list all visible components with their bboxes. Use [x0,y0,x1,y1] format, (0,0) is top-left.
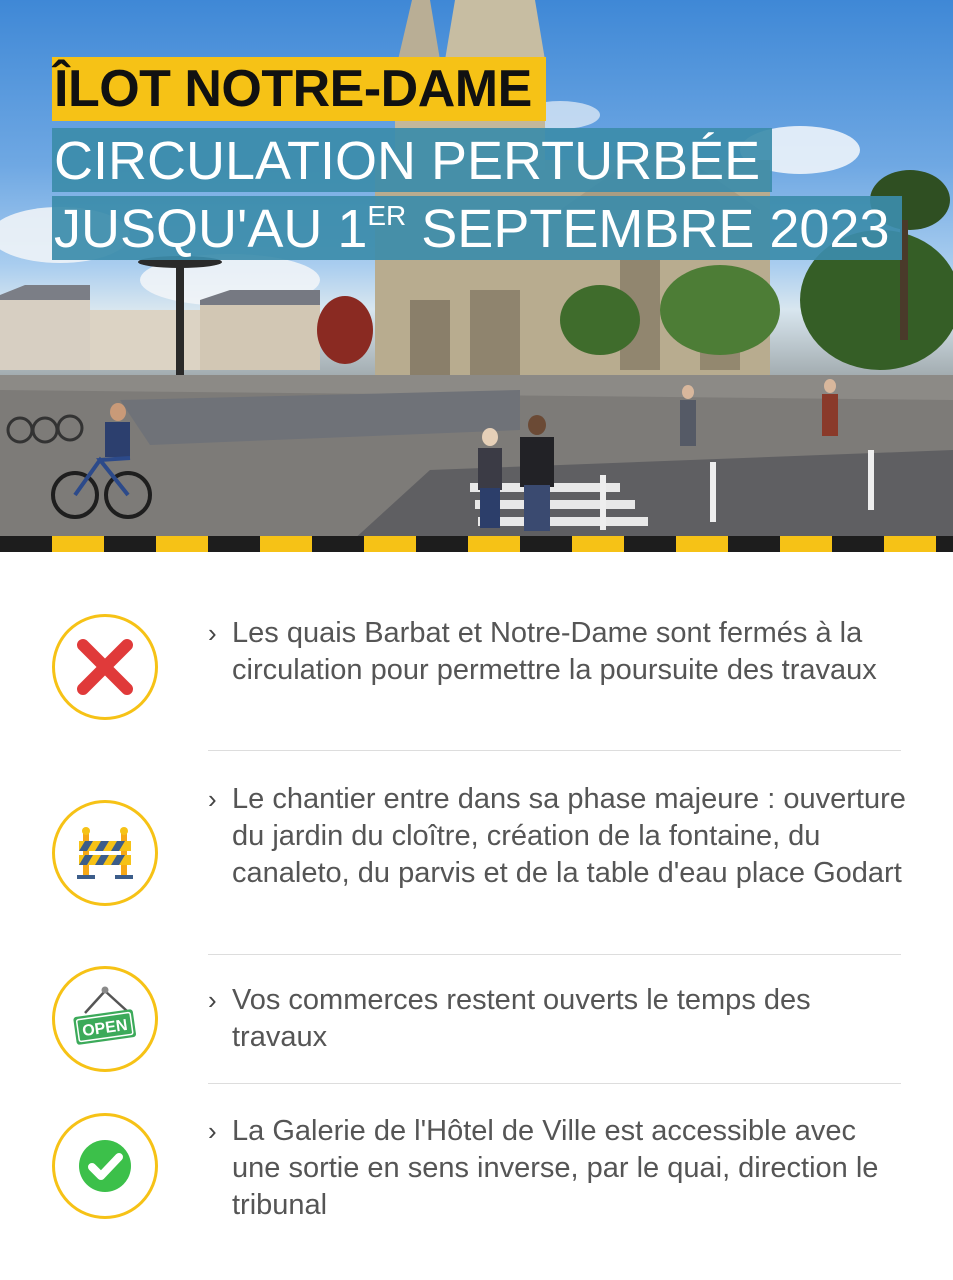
chevron-right-icon: › [208,784,217,814]
chevron-right-icon: › [208,985,217,1015]
info-item-text [208,982,908,1056]
page-title: ÎLOT NOTRE-DAME [52,57,546,121]
info-item-body: La Galerie de l'Hôtel de Ville est accessible avec une sortie en sens inverse, par le quai, direction le tribunal [232,1115,879,1221]
hero-banner [0,0,953,552]
info-item-body: Les quais Barbat et Notre-Dame sont fermés à la circulation pour permettre la poursuite des travaux [232,617,877,686]
hazard-stripe [0,536,953,552]
title-block [52,57,546,121]
info-item-text [208,615,908,689]
open-sign-text: OPEN [81,1016,129,1041]
chevron-right-icon: › [208,1116,217,1146]
divider [208,750,901,751]
info-item-body: Le chantier entre dans sa phase majeure : ouverture du jardin du cloître, création de la fontaine, du canaleto, du parvis et de la table d'eau place Godart [232,783,906,889]
divider [208,954,901,955]
subtitle-ordinal: ER [367,200,407,231]
subtitle-date-prefix: JUSQU'AU 1 [54,199,368,259]
road-barrier-icon [52,800,158,906]
divider [208,1083,901,1084]
info-item-text [208,1113,908,1224]
info-item-body: Vos commerces restent ouverts le temps des travaux [232,984,811,1053]
open-sign-icon [52,966,158,1072]
subtitle-date-suffix: SEPTEMBRE 2023 [406,199,890,259]
subtitle-line-2 [52,196,902,260]
subtitle-line-1: CIRCULATION PERTURBÉE [52,128,772,192]
red-cross-icon [52,614,158,720]
green-check-icon [52,1113,158,1219]
info-item-text [208,781,908,892]
chevron-right-icon: › [208,618,217,648]
